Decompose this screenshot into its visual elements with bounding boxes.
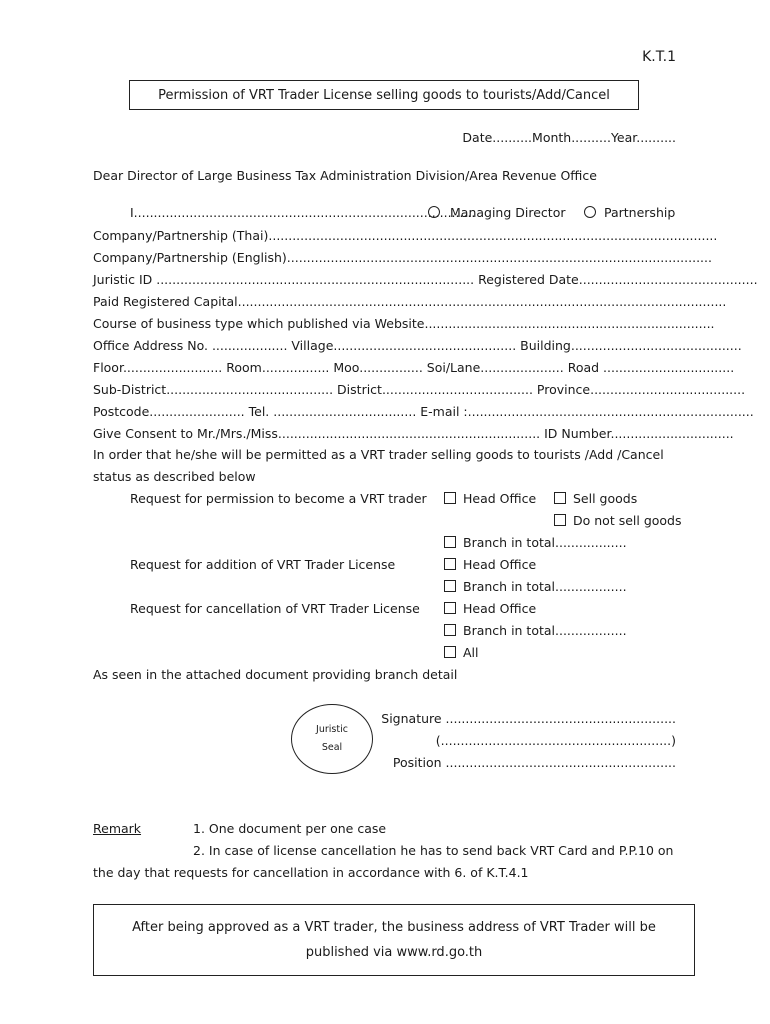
checkbox-icon[interactable] xyxy=(554,492,566,504)
sell-goods-label: Sell goods xyxy=(573,491,638,506)
sell-goods-option[interactable] xyxy=(554,491,637,506)
permission-branch-option[interactable] xyxy=(444,535,627,550)
addition-request-label: Request for addition of VRT Trader License xyxy=(130,557,396,572)
publication-notice-box xyxy=(93,904,695,976)
remark-item-2-continued: the day that requests for cancellation in accordance with 6. of K.T.4.1 xyxy=(93,865,529,880)
office-address-field[interactable]: Office Address No. ................... Village.............................................. Building........................................... xyxy=(93,338,742,353)
cancellation-all-option[interactable] xyxy=(444,645,479,660)
do-not-sell-goods-option[interactable] xyxy=(554,513,682,528)
juristic-seal xyxy=(291,704,373,774)
sub-district-field[interactable]: Sub-District.......................................... District...................................... Province....................................... xyxy=(93,382,746,397)
purpose-line-2: status as described below xyxy=(93,469,256,484)
business-type-field[interactable]: Course of business type which published via Website......................................................................... xyxy=(93,316,715,331)
cancellation-branch-option[interactable] xyxy=(444,623,627,638)
floor-room-field[interactable]: Floor......................... Room................. Moo................ Soi/Lane..................... Road ................................. xyxy=(93,360,735,375)
form-code: K.T.1 xyxy=(642,49,676,65)
checkbox-icon[interactable] xyxy=(444,580,456,592)
notice-line-1: After being approved as a VRT trader, the business address of VRT Trader will be xyxy=(132,920,656,935)
addition-head-office-option[interactable] xyxy=(444,557,536,572)
juristic-id-field[interactable]: Juristic ID ................................................................................ Registered Date............................................. xyxy=(93,272,758,287)
signature-name-line[interactable]: (..........................................................) xyxy=(435,733,676,748)
checkbox-icon[interactable] xyxy=(444,646,456,658)
addition-branch-option[interactable] xyxy=(444,579,627,594)
managing-director-option[interactable] xyxy=(428,205,565,220)
cancellation-head-office-option[interactable] xyxy=(444,601,536,616)
remark-label: Remark xyxy=(93,821,142,836)
radio-icon[interactable] xyxy=(428,206,440,218)
attached-note: As seen in the attached document providing branch detail xyxy=(93,667,458,682)
remark-item-2: 2. In case of license cancellation he has to send back VRT Card and P.P.10 on xyxy=(193,843,674,858)
salutation: Dear Director of Large Business Tax Administration Division/Area Revenue Office xyxy=(93,168,597,183)
all-label: All xyxy=(463,645,479,660)
branch-in-total-label: Branch in total.................. xyxy=(463,623,627,638)
checkbox-icon[interactable] xyxy=(444,492,456,504)
branch-in-total-label: Branch in total.................. xyxy=(463,535,627,550)
branch-in-total-label: Branch in total.................. xyxy=(463,579,627,594)
checkbox-icon[interactable] xyxy=(444,602,456,614)
partnership-label: Partnership xyxy=(604,205,676,220)
form-title-box xyxy=(129,80,639,110)
head-office-label: Head Office xyxy=(463,557,537,572)
applicant-i-line: I...................................................................................... xyxy=(130,205,476,220)
cancellation-request-label: Request for cancellation of VRT Trader License xyxy=(130,601,420,616)
company-thai-field[interactable]: Company/Partnership (Thai)................................................................................................................. xyxy=(93,228,718,243)
partnership-option[interactable] xyxy=(584,205,675,220)
date-line: Date..........Month..........Year.......... xyxy=(462,130,676,145)
checkbox-icon[interactable] xyxy=(444,558,456,570)
checkbox-icon[interactable] xyxy=(444,624,456,636)
do-not-sell-goods-label: Do not sell goods xyxy=(573,513,682,528)
seal-line-2: Seal xyxy=(321,742,343,753)
position-line[interactable]: Position .......................................................... xyxy=(392,755,676,770)
permission-head-office-option[interactable] xyxy=(444,491,536,506)
remark-item-1: 1. One document per one case xyxy=(193,821,387,836)
radio-icon[interactable] xyxy=(584,206,596,218)
checkbox-icon[interactable] xyxy=(554,514,566,526)
permission-request-label: Request for permission to become a VRT trader xyxy=(130,491,427,506)
company-english-field[interactable]: Company/Partnership (English)........................................................................................................... xyxy=(93,250,712,265)
signature-line[interactable]: Signature .......................................................... xyxy=(381,711,676,726)
head-office-label: Head Office xyxy=(463,601,537,616)
purpose-line-1: In order that he/she will be permitted as a VRT trader selling goods to tourists /Add /Cancel xyxy=(93,447,664,462)
consent-field[interactable]: Give Consent to Mr./Mrs./Miss.................................................................. ID Number............................... xyxy=(93,426,734,441)
head-office-label: Head Office xyxy=(463,491,537,506)
checkbox-icon[interactable] xyxy=(444,536,456,548)
applicant-name-line xyxy=(130,205,475,220)
postcode-field[interactable]: Postcode........................ Tel. .................................... E-mail :........................................................................ xyxy=(93,404,754,419)
notice-line-2: published via www.rd.go.th xyxy=(305,945,483,960)
seal-line-1: Juristic xyxy=(316,724,348,735)
form-title: Permission of VRT Trader License selling goods to tourists/Add/Cancel xyxy=(158,87,610,103)
paid-capital-field[interactable]: Paid Registered Capital........................................................................................................................... xyxy=(93,294,727,309)
managing-director-label: Managing Director xyxy=(450,205,566,220)
